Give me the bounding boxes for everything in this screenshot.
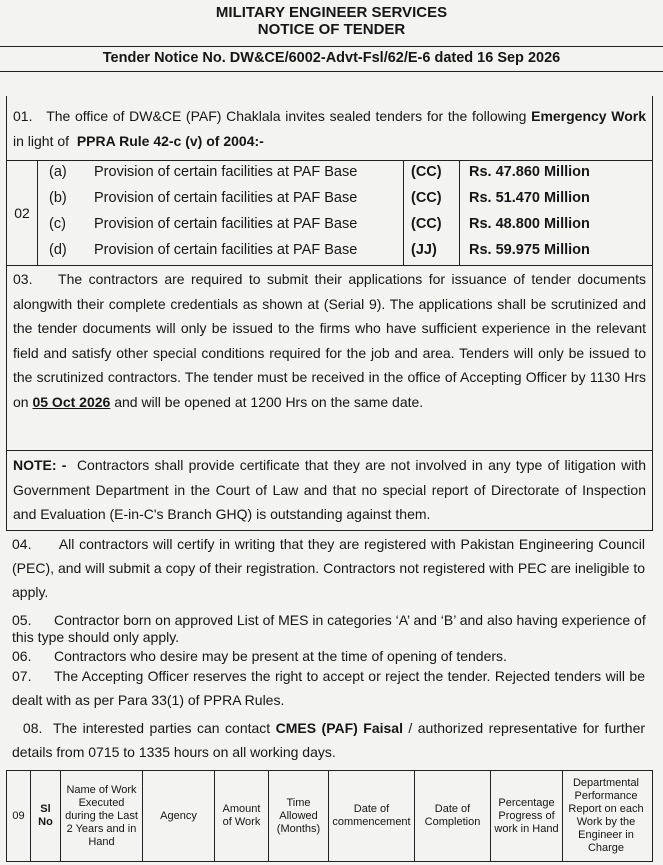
header-agency: Agency (143, 771, 215, 861)
note (6, 450, 653, 531)
item-row (37, 187, 652, 213)
header-completion: Date of Completion (415, 771, 491, 861)
item-desc: Provision of certain facilities at PAF Base (94, 242, 358, 258)
para-04-text: All contractors will certify in writing that they are registered with Pakistan Engineering Council (PEC), and will submit a copy of their registration. Contractors not registered with PEC are ineligible to apply. (12, 536, 645, 600)
item-row (37, 161, 652, 187)
header-performance-report: Departmental Performance Report on each Work by the Engineer in Charge (568, 777, 644, 854)
para-05 (12, 612, 646, 646)
para-06-text: Contractors who desire may be present at the time of opening of tenders. (54, 648, 507, 664)
para-05-text: Contractor born on approved List of MES in categories ‘A’ and ‘B’ and also having experience of this type should only apply. (12, 612, 646, 645)
para-08-text-a: The interested parties can contact (53, 720, 271, 736)
para-05-num: 05. (12, 612, 32, 628)
header-name-of-work: Name of Work Executed during the Last 2 Years and in Hand (61, 771, 143, 861)
item-amount: Rs. 47.860 Million (469, 164, 590, 180)
item-letter: (a) (49, 164, 67, 180)
para-07-num: 07. (12, 668, 32, 684)
header-time-allowed: Time Allowed (Months) (269, 771, 329, 861)
para-04-num: 04. (12, 536, 32, 552)
note-label: NOTE: - (13, 457, 67, 473)
item-code: (JJ) (411, 242, 437, 258)
item-desc: Provision of certain facilities at PAF Base (94, 164, 358, 180)
para-03 (6, 264, 653, 451)
submission-date: 05 Oct 2026 (32, 393, 111, 410)
item-desc: Provision of certain facilities at PAF Base (94, 190, 358, 206)
para-01-rule: PPRA Rule 42-c (v) of 2004:- (76, 133, 264, 149)
item-code: (CC) (411, 190, 442, 206)
para-01-text-b: in light of (13, 133, 70, 149)
item-amount: Rs. 59.975 Million (469, 242, 590, 258)
header-commencement: Date of commencement (329, 771, 415, 861)
item-row (37, 239, 652, 265)
item-amount: Rs. 51.470 Million (469, 190, 590, 206)
header-sl-no: Sl No (31, 771, 61, 861)
para-03-text-a: The contractors are required to submit their applications for issuance of tender documents alongwith their complete credentials as shown at (Serial 9). The applications shall be scrutinized and the tender documents will only be issued to the firms who have sufficient experience in the relevant field and satisfy other special conditions required for the job and area. Tenders will only be issued to the scrutinized contractors. The tender must be received in the office of Accepting Officer by 1130 Hrs on (13, 271, 646, 410)
item-desc: Provision of certain facilities at PAF Base (94, 216, 358, 232)
para-08 (6, 716, 651, 764)
para-04 (6, 532, 651, 604)
item-code: (CC) (411, 164, 442, 180)
tender-number: Tender Notice No. DW&CE/6002-Advt-Fsl/62/E-6 dated 16 Sep 2026 (0, 46, 663, 72)
para-03-text-b: and will be opened at 1200 Hrs on the same date. (114, 393, 424, 410)
para-08-emph: CMES (PAF) Faisal (275, 720, 403, 736)
header-amount: Amount of Work (215, 771, 269, 861)
para-08-text-b: / authorized representative for further details from 0715 to 1335 hours on all working days. (12, 720, 646, 760)
item-letter: (c) (49, 216, 66, 232)
para-01-text-a: The office of DW&CE (PAF) Chaklala invites sealed tenders for the following (46, 108, 527, 124)
item-letter: (d) (49, 242, 67, 258)
para-01-num: 01. (13, 108, 33, 124)
para-06 (12, 648, 646, 665)
para-02-items (6, 160, 653, 266)
item-letter: (b) (49, 190, 67, 206)
para-07-text: The Accepting Officer reserves the right to accept or reject the tender. Rejected tenders will be dealt with as per Para 33(1) of PPRA Rules. (12, 668, 645, 708)
item-code: (CC) (411, 216, 442, 232)
para-03-num: 03. (13, 271, 33, 287)
item-row (37, 213, 652, 239)
header-progress: Percentage Progress of work in Hand (491, 771, 563, 861)
experience-table-header (6, 770, 653, 862)
para-01-emph: Emergency Work (531, 108, 646, 124)
para-01 (6, 96, 653, 160)
para-06-num: 06. (12, 648, 32, 664)
item-amount: Rs. 48.800 Million (469, 216, 590, 232)
para-02-num: 02 (7, 161, 38, 265)
table-num: 09 (7, 771, 31, 861)
para-07 (6, 664, 651, 712)
para-08-num: 08. (22, 720, 43, 736)
org-heading: MILITARY ENGINEER SERVICES (215, 4, 448, 21)
notice-title: NOTICE OF TENDER (257, 21, 406, 38)
note-text: Contractors shall provide certificate that they are not involved in any type of litigation with Government Department in the Court of Law and that no special report of Directorate of Inspection and Evaluation (E-in-C's Branch GHQ) is outstanding against them. (13, 457, 646, 522)
